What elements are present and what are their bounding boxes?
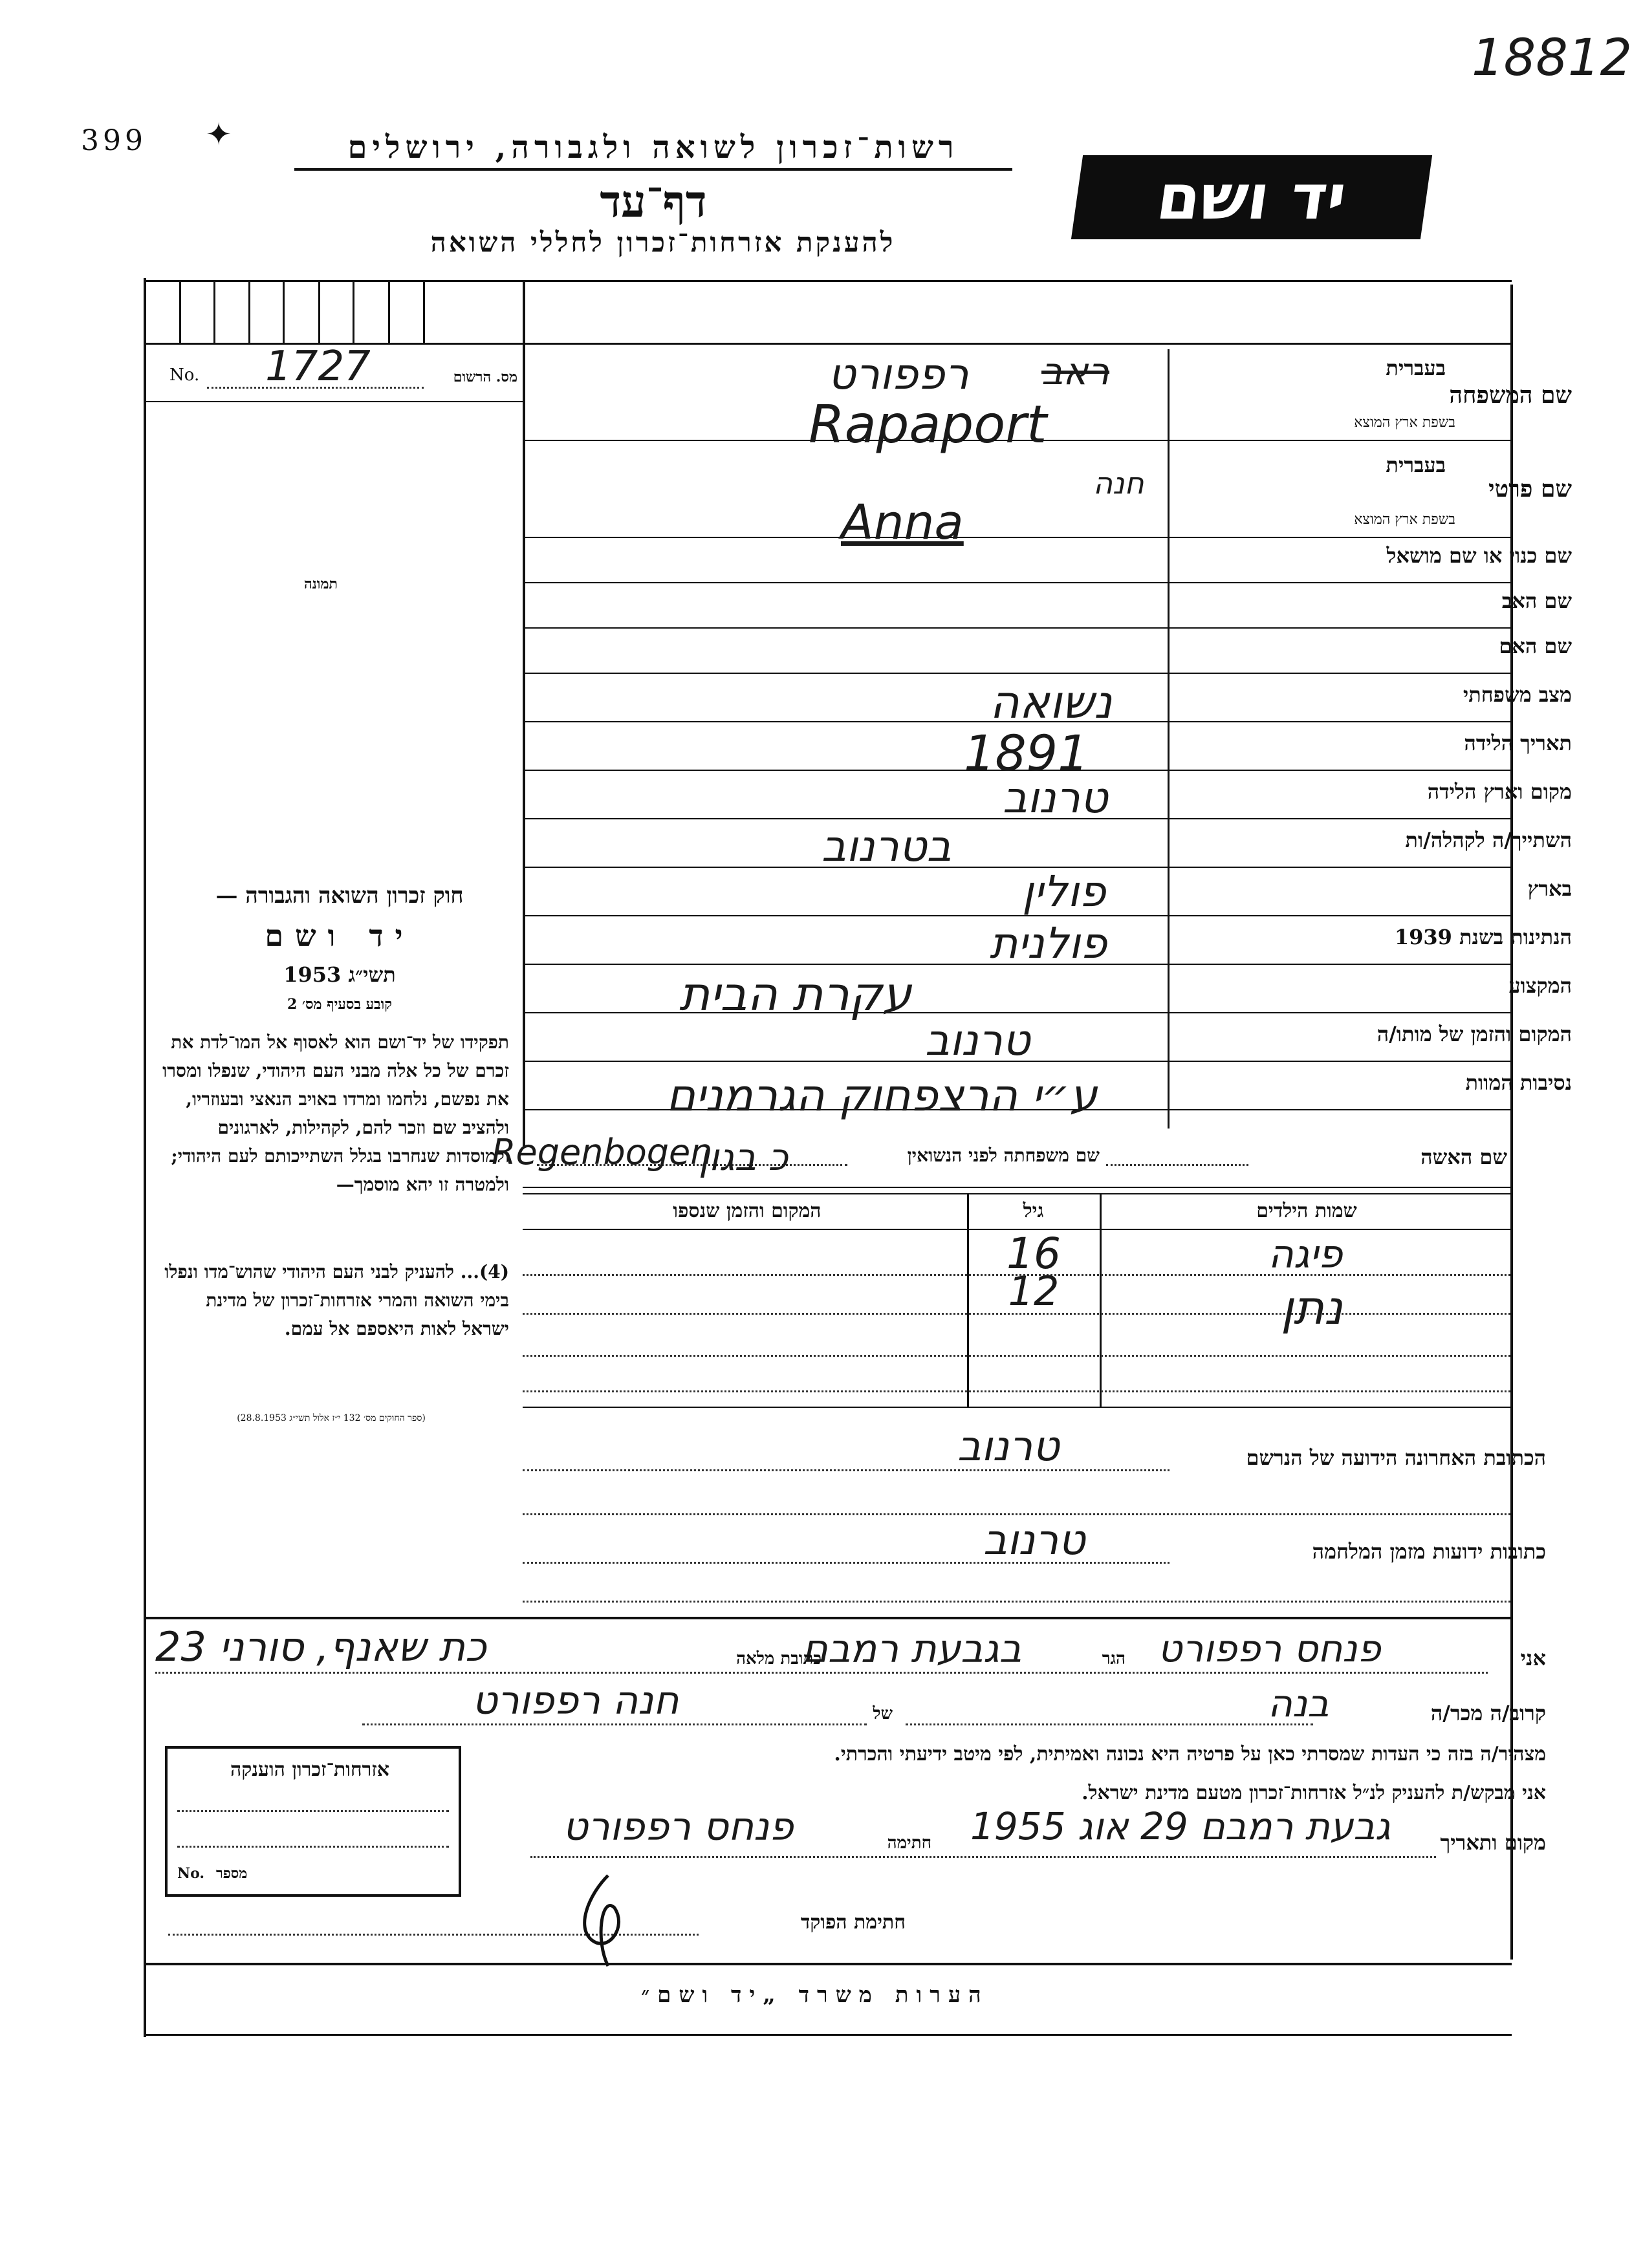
registry-no-label: No. bbox=[169, 365, 200, 385]
last-address-label: הכתובת האחרונה הידועה של הנרשם bbox=[1246, 1445, 1546, 1470]
table-row-age: 12 bbox=[1008, 1268, 1060, 1315]
first-name-label: שם פרטי bbox=[1488, 475, 1572, 502]
wife-maiden-label: שם משפחתה לפני הנשואין bbox=[907, 1145, 1100, 1166]
wife-value: כ בגון bbox=[699, 1135, 789, 1179]
declarant-name: פנחס רפפורט bbox=[1158, 1626, 1381, 1670]
signature-label: חתימה bbox=[887, 1833, 931, 1853]
wife-label: שם האשה bbox=[1420, 1145, 1507, 1169]
law-text-2: (4)... להעניק לבני העם היהודי שהוש־מדו ונפלו בימי השואה והמרי אזרחות־זכרון של מדינת ישראל לאות היאספם אל עמם. bbox=[164, 1261, 509, 1339]
birth-place-value: טרנוב bbox=[1003, 773, 1108, 823]
family-name-crossed-value: ראב bbox=[1041, 349, 1110, 393]
mother-name-label: שם האם bbox=[1499, 634, 1572, 658]
declarant-resides-value: בגבעת רמבם bbox=[802, 1626, 1022, 1672]
form-title: דף־עד bbox=[600, 176, 707, 228]
table-row-age: 16 bbox=[1006, 1229, 1061, 1279]
death-place-value: טרנוב bbox=[925, 1015, 1030, 1065]
death-circumstances-label: נסיבות המוות bbox=[1465, 1070, 1572, 1095]
family-hebrew-label: בעברית bbox=[1386, 356, 1446, 380]
registry-label: מס. הרשום bbox=[453, 369, 517, 385]
declaration-text: מצהיר/ה בזה כי העדות שמסרתי כאן על פרטיה היא נכונה ואמיתית, לפי מיטב ידיעתי והכרתי. bbox=[834, 1743, 1546, 1766]
profession-label: המקצוע bbox=[1508, 973, 1572, 998]
photo-label: תמונה bbox=[304, 576, 338, 592]
officer-signature-mark bbox=[563, 1869, 647, 1972]
code-boxes bbox=[144, 280, 522, 343]
law-title: חוק זכרון השואה והגבורה — bbox=[215, 883, 464, 909]
declarant-address-value: כת שאנף, סורני 23 bbox=[155, 1623, 486, 1670]
children-age-header: גיל bbox=[1023, 1200, 1044, 1222]
form-subtitle: להענקת אזרחות־זכרון לחללי השואה bbox=[430, 226, 896, 258]
frame-left-line bbox=[144, 278, 146, 2037]
citizenship-value: פולנית bbox=[990, 918, 1107, 968]
children-place-header: המקום והזמן שנספו bbox=[673, 1200, 821, 1222]
request-text: אני מבקש/ת להעניק לנ״ל אזרחות־זכרון מטעם מדינת ישראל. bbox=[1082, 1782, 1546, 1804]
family-name-label: שם המשפחה bbox=[1449, 382, 1572, 409]
birth-date-value: 1891 bbox=[964, 724, 1089, 782]
community-label: השתייך/ה לקהלה/ות bbox=[1405, 828, 1572, 852]
law-name: יד ושם bbox=[265, 918, 415, 953]
first-native-label: בשפת ארץ המוצא bbox=[1354, 512, 1455, 528]
citizenship-box-number-label: מספר bbox=[216, 1865, 248, 1882]
birth-place-label: מקום וארץ הלידה bbox=[1427, 779, 1572, 804]
children-rows bbox=[523, 1229, 1510, 1400]
law-text-1: תפקידו של יד־ושם הוא לאסוף אל המו־לדת את זכרם של כל אלה מבני העם היהודי, שנפלו ומסרו את נפשם, נלחמו ומרדו באויב הנאצי ובעוזריו, ולהציב שם וזכר להם, לקהילות, לארגונים ולמוסדות שנחרבו בגלל השתייכותם לעם היהודי; ולמטרה זו יהא מוסמך— bbox=[162, 1031, 509, 1195]
yad-vashem-logo: יד ושם bbox=[1071, 155, 1432, 239]
footer-remarks: הערות משרד „יד ושם״ bbox=[641, 1982, 989, 2008]
declarant-signature: פנחס רפפורט bbox=[563, 1804, 794, 1850]
children-names-header: שמות הילדים bbox=[1256, 1200, 1357, 1222]
archive-number: 18812 bbox=[1472, 29, 1632, 87]
place-date-value: גבעת רמבם 29 אוג 1955 bbox=[970, 1804, 1391, 1848]
page-number: 399 bbox=[81, 124, 147, 157]
death-place-label: המקום והזמן של מותו/ה bbox=[1376, 1022, 1572, 1046]
declarant-relative-label: קרוב/ה מכר/ה bbox=[1430, 1701, 1546, 1725]
citizenship-box-title: אזרחות־זכרון הוענקה bbox=[230, 1758, 390, 1781]
declarant-address-label: כתובת מלאה bbox=[736, 1649, 821, 1669]
profession-value: עקרת הבית bbox=[679, 967, 912, 1021]
first-name-native-value: Anna bbox=[841, 495, 964, 550]
country-label: בארץ bbox=[1527, 876, 1572, 901]
country-value: פולין bbox=[1022, 867, 1106, 916]
declarant-resides-label: הגר bbox=[1102, 1649, 1126, 1669]
law-year: תשי״ג 1953 bbox=[283, 962, 396, 987]
family-native-label: בשפת ארץ המוצא bbox=[1354, 415, 1455, 431]
community-value: בטרנוב bbox=[821, 821, 952, 871]
law-clause: קובע בסעיף מס׳ 2 bbox=[287, 996, 393, 1013]
marital-status-value: נשואה bbox=[990, 676, 1113, 729]
last-address-value: טרנוב bbox=[957, 1423, 1060, 1471]
declarant-of-label: של bbox=[873, 1704, 893, 1723]
war-address-value: טרנוב bbox=[983, 1517, 1085, 1564]
war-address-label: כתובות ידועות מזמן המלחמה bbox=[1312, 1539, 1546, 1564]
declarant-of-value: חנה רפפורט bbox=[472, 1678, 679, 1723]
officer-signature-label: חתימת הפוקד bbox=[800, 1911, 906, 1934]
declarant-i-label: אני bbox=[1520, 1646, 1546, 1670]
citizenship-granted-box bbox=[165, 1746, 461, 1897]
place-date-label: מקום ותאריך bbox=[1440, 1830, 1546, 1855]
first-hebrew-label: בעברית bbox=[1386, 453, 1446, 477]
registry-value: 1727 bbox=[265, 343, 371, 391]
table-row-name: פיגה bbox=[1268, 1232, 1343, 1277]
wife-latin-value: Regenbogen bbox=[492, 1132, 713, 1172]
birth-date-label: תאריך הלידה bbox=[1464, 731, 1572, 755]
law-footnote: (ספר החוקים מס׳ 132 י״ז אלול תשי״ג 28.8.1953) bbox=[237, 1413, 426, 1423]
table-row-name: נתן bbox=[1281, 1280, 1343, 1335]
authority-name: רשות־זכרון לשואה ולגבורה, ירושלים bbox=[294, 129, 1012, 171]
citizenship-label: הנתינות בשנת 1939 bbox=[1394, 925, 1572, 949]
father-name-label: שם האב bbox=[1501, 589, 1572, 613]
death-circumstances-value: ע״י הרצפחוק הגרמנים bbox=[666, 1070, 1098, 1121]
first-name-hebrew-value: חנה bbox=[1093, 466, 1144, 501]
marital-status-label: מצב משפחתי bbox=[1463, 682, 1572, 707]
declarant-relative-value: בנה bbox=[1268, 1681, 1329, 1725]
stamp-mark-icon: ✦ bbox=[206, 116, 232, 153]
family-name-native-value: Rapaport bbox=[809, 394, 1047, 455]
nickname-label: שם כנוי או שם מושאל bbox=[1386, 543, 1572, 568]
citizenship-box-no-label: No. bbox=[177, 1865, 205, 1882]
family-name-hebrew-value: רפפורט bbox=[828, 349, 969, 399]
